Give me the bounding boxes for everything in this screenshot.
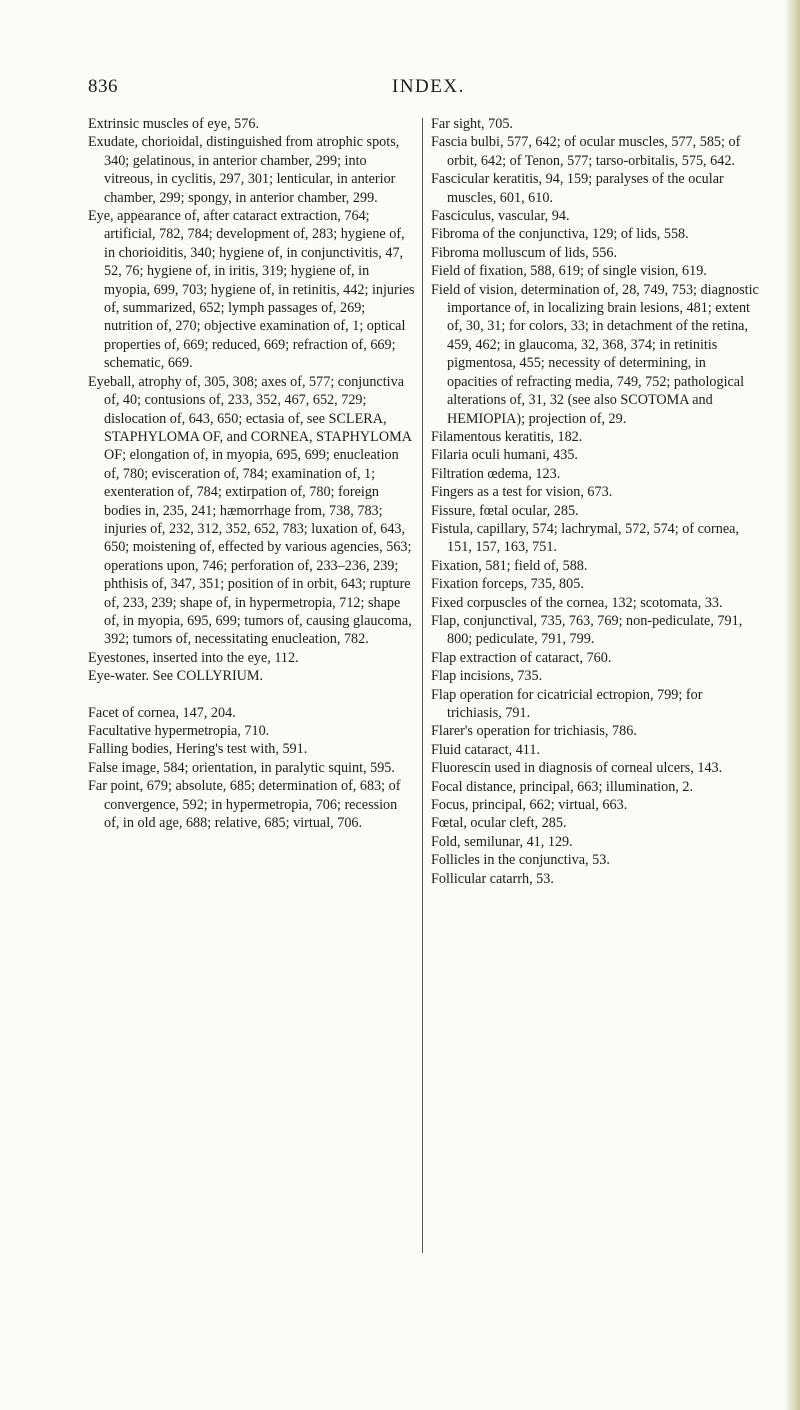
section-gap xyxy=(88,686,416,704)
index-entry: Facet of cornea, 147, 204. xyxy=(88,704,236,721)
index-entry: Filamentous keratitis, 182. xyxy=(431,428,583,445)
index-entry: Follicles in the conjunctiva, 53. xyxy=(431,852,610,869)
index-entry: Fibroma of the conjunctiva, 129; of lids, 558. xyxy=(431,226,689,243)
index-entry: Fixation, 581; field of, 588. xyxy=(431,557,588,574)
page-header xyxy=(0,68,800,108)
index-entry: Exudate, chorioidal, distinguished from atrophic spots, 340; gelatinous, in anterior chamber, 299; into vitreous, in cyclitis, 297, 301; lenticular, in anterior chamber, 299; spongy, in anterior chamber, 299. xyxy=(88,134,400,206)
page-edge-shadow xyxy=(784,0,800,1410)
index-entry: Fibroma molluscum of lids, 556. xyxy=(431,244,618,261)
column-rule xyxy=(422,118,423,1253)
index-entry: Fœtal, ocular cleft, 285. xyxy=(431,815,567,832)
index-entry: Field of fixation, 588, 619; of single vision, 619. xyxy=(431,263,707,280)
page-number: 836 xyxy=(88,76,118,97)
index-entry: Fascia bulbi, 577, 642; of ocular muscles, 577, 585; of orbit, 642; of Tenon, 577; tarso-orbitalis, 575, 642. xyxy=(431,134,741,169)
index-entry: Falling bodies, Hering's test with, 591. xyxy=(88,741,308,758)
index-entry: Flap operation for cicatricial ectropion, 799; for trichiasis, 791. xyxy=(431,686,703,721)
index-entry: Eye-water. See COLLYRIUM. xyxy=(88,668,264,685)
index-entry: Fistula, capillary, 574; lachrymal, 572, 574; of cornea, 151, 157, 163, 751. xyxy=(431,520,739,556)
index-entry: Flap extraction of cataract, 760. xyxy=(431,649,612,666)
index-entry: Fold, semilunar, 41, 129. xyxy=(431,833,573,850)
index-column-left xyxy=(88,115,416,832)
index-entry: Fixation forceps, 735, 805. xyxy=(431,576,584,593)
index-entry: Flap, conjunctival, 735, 763, 769; non-pediculate, 791, 800; pediculate, 791, 799. xyxy=(431,612,743,648)
index-entry: Fasciculus, vascular, 94. xyxy=(431,208,570,225)
index-entry: Filaria oculi humani, 435. xyxy=(431,447,578,464)
index-entry: Fluorescin used in diagnosis of corneal ulcers, 143. xyxy=(431,760,723,777)
index-entry: Fluid cataract, 411. xyxy=(431,741,540,758)
index-entry: Eyestones, inserted into the eye, 112. xyxy=(88,649,299,666)
running-head: INDEX. xyxy=(392,76,465,97)
index-entry: Far sight, 705. xyxy=(431,116,513,132)
index-entry: Fascicular keratitis, 94, 159; paralyses of the ocular muscles, 601, 610. xyxy=(431,171,724,206)
index-entry: Field of vision, determination of, 28, 749, 753; diagnostic importance of, in localizing brain lesions, 481; extent of, 30, 31; for colors, 33; in detachment of the retina, 459, 462; in glaucoma, 32, 368, 374; in retinitis pigmentosa, 455; necessity of determining, in opacities of refracting media, 749, 752; pathological alterations of, 31, 32 (see also SCOTOMA and HEMIOPIA); projection of, 29. xyxy=(431,281,759,427)
index-entry: Fixed corpuscles of the cornea, 132; scotomata, 33. xyxy=(431,594,723,611)
index-entry: Fingers as a test for vision, 673. xyxy=(431,484,613,501)
index-entry: Eye, appearance of, after cataract extraction, 764; artificial, 782, 784; development of, 283; hygiene of, in chorioiditis, 340; hygiene of, in conjunctivitis, 47, 52, 76; hygiene of, in iritis, 319; hygiene of, in myopia, 699, 703; hygiene of, in retinitis, 442; injuries of, summarized, 652; lymph passages of, 269; nutrition of, 270; objective examination of, 1; optical properties of, 669; reduced, 669; refraction of, 669; schematic, 669. xyxy=(88,208,415,372)
index-entry: Flap incisions, 735. xyxy=(431,668,543,685)
index-entry: Follicular catarrh, 53. xyxy=(431,870,554,887)
index-entry: Filtration œdema, 123. xyxy=(431,465,561,482)
index-entry: Focus, principal, 662; virtual, 663. xyxy=(431,797,628,814)
index-entry: Extrinsic muscles of eye, 576. xyxy=(88,116,259,132)
index-entry: False image, 584; orientation, in paralytic squint, 595. xyxy=(88,759,395,776)
index-column-right xyxy=(431,115,759,888)
index-entry: Eyeball, atrophy of, 305, 308; axes of, 577; conjunctiva of, 40; contusions of, 233, 352, 467, 652, 729; dislocation of, 643, 650; ectasia of, see SCLERA, STAPHYLOMA OF, and CORNEA, STAPHYLOMA OF; elongation of, in myopia, 695, 699; enucleation of, 780; evisceration of, 784; examination of, 1; exenteration of, 784; extirpation of, 780; foreign bodies in, 235, 241; hæmorrhage from, 738, 783; injuries of, 232, 312, 352, 652, 783; luxation of, 643, 650; moistening of, effected by various agencies, 563; operations upon, 746; perforation of, 233–236, 239; phthisis of, 347, 351; position of in orbit, 643; rupture of, 233, 239; shape of, in hypermetropia, 712; shape of, in myopia, 695, 699; tumors of, causing glaucoma, 392; tumors of, necessitating enucleation, 782. xyxy=(88,373,412,648)
index-entry: Focal distance, principal, 663; illumination, 2. xyxy=(431,778,694,795)
index-entry: Flarer's operation for trichiasis, 786. xyxy=(431,723,637,740)
index-entry: Fissure, fœtal ocular, 285. xyxy=(431,502,579,519)
index-entry: Facultative hypermetropia, 710. xyxy=(88,723,270,739)
index-entry: Far point, 679; absolute, 685; determination of, 683; of convergence, 592; in hypermetropia, 706; recession of, in old age, 688; relative, 685; virtual, 706. xyxy=(88,778,401,832)
